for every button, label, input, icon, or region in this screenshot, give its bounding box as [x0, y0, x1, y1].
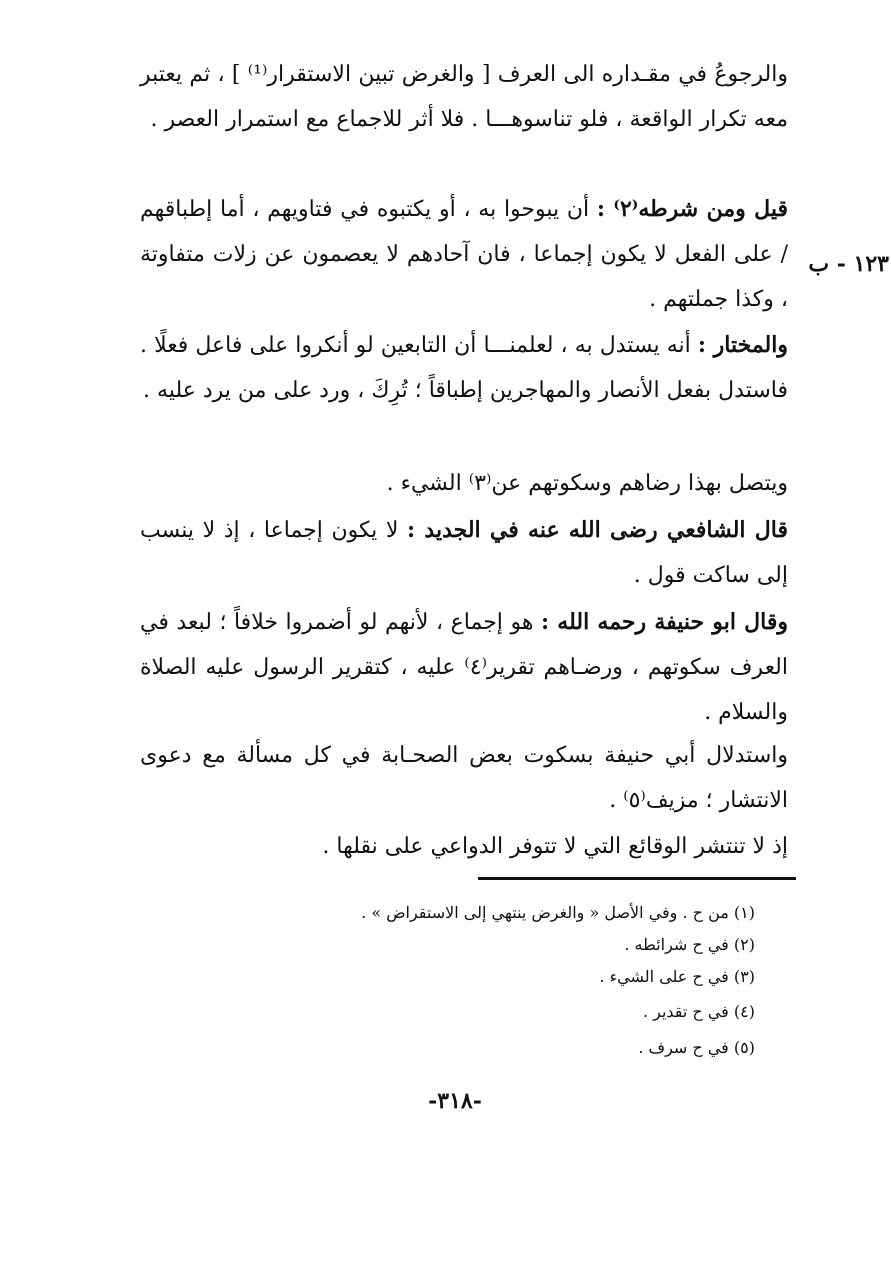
footnote-2: (٢) في ح شرائطه . [624, 935, 755, 954]
paragraph-3 [140, 323, 788, 413]
paragraph-3-text: أنه يستدل به ، لعلمنـــا أن التابعين لو أنكروا على فاعل فعلًا . فاستدل بفعل الأنصار والمهاجرين إطباقاً ؛ تُرِكَ ، ورد على من يرد عليه . [140, 333, 788, 403]
footnote-3: (٣) في ح على الشيء . [599, 967, 755, 986]
paragraph-2-text: أن يبوحوا به ، أو يكتبوه في فتاويهم ، أما إطباقهم / على الفعل لا يكون إجماعا ، فان آحادهم لا يعصمون عن زلات متفاوتة ، وكذا جملتهم . [140, 197, 788, 312]
paragraph-4 [140, 461, 788, 506]
paragraph-6 [140, 600, 788, 735]
footnote-4: (٤) في ح تقدير . [642, 1002, 755, 1021]
paragraph-1 [140, 52, 788, 142]
paragraph-4-text: ويتصل بهذا رضاهم وسكوتهم عن⁽٣⁾ الشيء . [386, 471, 788, 496]
footnote-5: (٥) في ح سرف . [638, 1038, 755, 1057]
margin-folio-note: ١٢٣ - ب [808, 251, 889, 277]
paragraph-5-lead: قال الشافعي رضى الله عنه في الجديد : [407, 517, 788, 543]
footnote-divider [478, 877, 796, 880]
paragraph-5-text: لا يكون إجماعا ، إذ لا ينسب إلى ساكت قول . [140, 518, 788, 588]
paragraph-6-lead: وقال ابو حنيفة رحمه الله : [540, 609, 788, 635]
paragraph-2 [140, 187, 788, 322]
paragraph-8 [140, 824, 788, 869]
paragraph-8-text: إذ لا تنتشر الوقائع التي لا تتوفر الدواعي على نقلها . [322, 834, 788, 859]
paragraph-2-lead: قيل ومن شرطه⁽٢⁾ : [596, 196, 788, 222]
page-number: -٣١٨- [428, 1088, 482, 1114]
paragraph-7 [140, 733, 788, 823]
paragraph-1-text: والرجوعُ في مقـداره الى العرف [ والغرض تبين الاستقرار⁽¹⁾ ] ، ثم يعتبر معه تكرار الواقعة ، فلو تناسوهـــا . فلا أثر للاجماع مع استمرار العصر . [140, 62, 788, 132]
paragraph-5 [140, 508, 788, 598]
footnote-1: (١) من ح . وفي الأصل « والغرض ينتهي إلى الاستقراض » . [361, 903, 755, 922]
paragraph-7-text: واستدلال أبي حنيفة بسكوت بعض الصحـابة في كل مسألة مع دعوى الانتشار ؛ مزيف⁽٥⁾ . [140, 743, 788, 813]
paragraph-3-lead: والمختار : [697, 332, 788, 358]
paragraph-6-text: هو إجماع ، لأنهم لو أضمروا خلافاً ؛ لبعد في العرف سكوتهم ، ورضـاهم تقرير⁽٤⁾ عليه ، كتقرير الرسول عليه الصلاة والسلام . [140, 610, 789, 725]
